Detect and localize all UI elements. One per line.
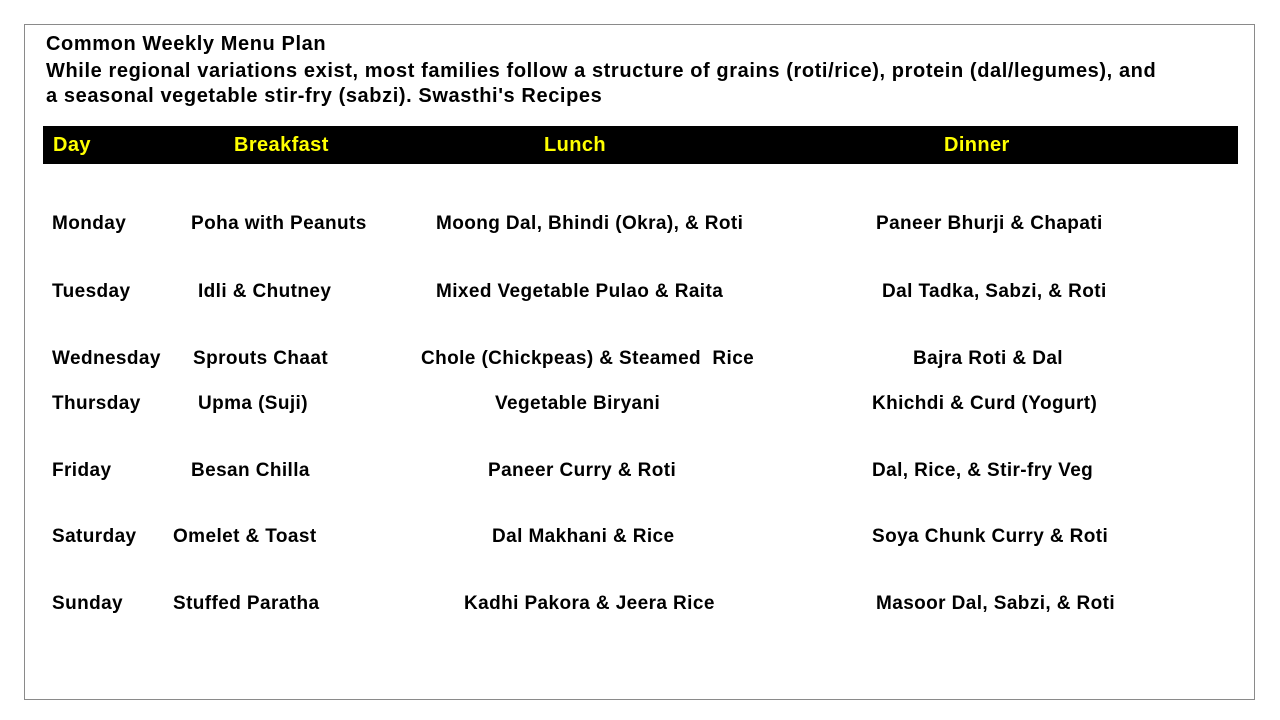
row-friday-lunch: Paneer Curry & Roti xyxy=(488,460,677,481)
row-friday-dinner: Dal, Rice, & Stir-fry Veg xyxy=(872,460,1094,481)
page-title: Common Weekly Menu Plan xyxy=(46,33,327,55)
header-lunch: Lunch xyxy=(544,134,606,156)
row-wednesday-breakfast: Sprouts Chaat xyxy=(193,348,329,369)
header-dinner: Dinner xyxy=(944,134,1010,156)
table-header-bar xyxy=(43,126,1238,164)
row-wednesday-day: Wednesday xyxy=(52,348,161,369)
row-wednesday-lunch: Chole (Chickpeas) & Steamed Rice xyxy=(421,348,755,369)
row-sunday-lunch: Kadhi Pakora & Jeera Rice xyxy=(464,593,715,614)
row-thursday-day: Thursday xyxy=(52,393,141,414)
row-wednesday-dinner: Bajra Roti & Dal xyxy=(913,348,1063,369)
row-sunday-day: Sunday xyxy=(52,593,124,614)
row-monday-lunch: Moong Dal, Bhindi (Okra), & Roti xyxy=(436,213,744,234)
row-tuesday-dinner: Dal Tadka, Sabzi, & Roti xyxy=(882,281,1107,302)
row-friday-breakfast: Besan Chilla xyxy=(191,460,310,481)
row-friday-day: Friday xyxy=(52,460,112,481)
row-saturday-breakfast: Omelet & Toast xyxy=(173,526,317,547)
row-saturday-day: Saturday xyxy=(52,526,137,547)
row-sunday-breakfast: Stuffed Paratha xyxy=(173,593,320,614)
header-breakfast: Breakfast xyxy=(234,134,329,156)
header-day: Day xyxy=(53,134,91,156)
row-monday-dinner: Paneer Bhurji & Chapati xyxy=(876,213,1103,234)
row-tuesday-breakfast: Idli & Chutney xyxy=(198,281,332,302)
row-saturday-dinner: Soya Chunk Curry & Roti xyxy=(872,526,1109,547)
row-monday-day: Monday xyxy=(52,213,127,234)
row-tuesday-day: Tuesday xyxy=(52,281,131,302)
row-tuesday-lunch: Mixed Vegetable Pulao & Raita xyxy=(436,281,724,302)
row-sunday-dinner: Masoor Dal, Sabzi, & Roti xyxy=(876,593,1116,614)
row-saturday-lunch: Dal Makhani & Rice xyxy=(492,526,675,547)
row-monday-breakfast: Poha with Peanuts xyxy=(191,213,367,234)
page-subtitle: While regional variations exist, most families follow a structure of grains (roti/rice), protein (dal/legumes), and a seasonal vegetable stir-fry (sabzi). Swasthi's Recipes xyxy=(46,60,1157,107)
row-thursday-breakfast: Upma (Suji) xyxy=(198,393,308,414)
row-thursday-lunch: Vegetable Biryani xyxy=(495,393,661,414)
row-thursday-dinner: Khichdi & Curd (Yogurt) xyxy=(872,393,1098,414)
